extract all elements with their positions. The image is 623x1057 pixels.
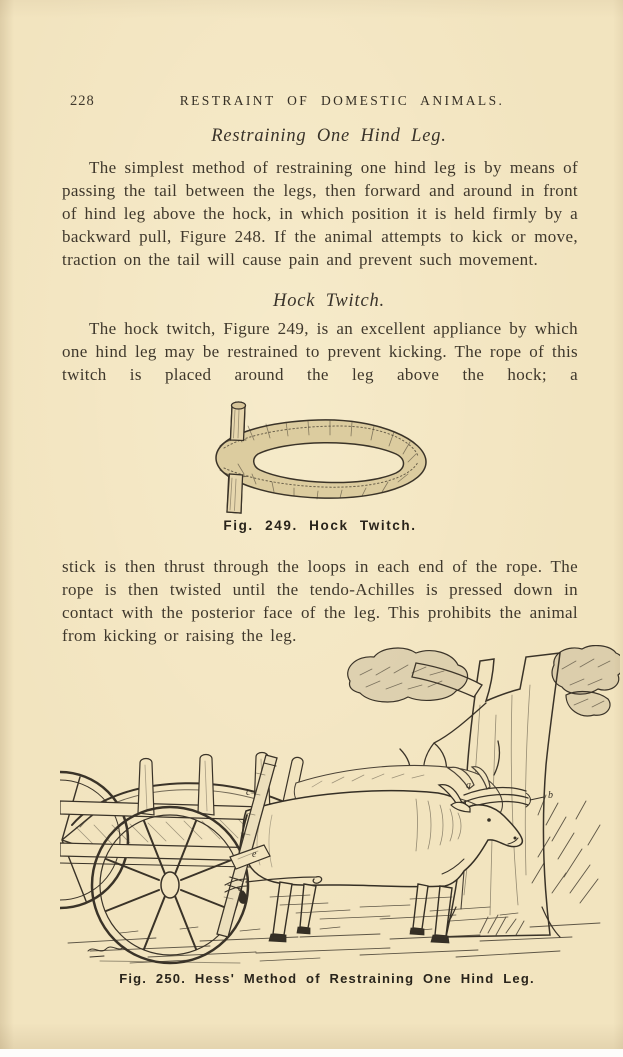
twitch-rope [216,420,426,499]
scan-edge-strip [0,1049,623,1057]
figure-label-a: a [466,780,471,791]
figure-label-b: b [548,790,553,801]
figure-label-c: c [246,787,251,798]
page-number: 228 [70,93,95,109]
figure-label-d: d [238,883,243,894]
paragraph-after-fig-249: stick is then thrust through the loops in each end of the rope. The rope is then twisted until the tendo-Achilles is pressed down in contact with the posterior face of the leg. This prohibits the animal from kicking or raising the leg. [62,557,578,645]
section-heading-hock-twitch: Hock Twitch. [273,291,385,311]
paragraph-restraining: The simplest method of restraining one hind leg is by means of passing the tail between the legs, then forward and around in front of hind leg above the hock, in which position it is held firmly by a backward pull, Figure 248. If the animal attempts to kick or move, traction on the tail will cause pain and prevent such movement. [62,158,578,269]
fig-250-illustration [60,645,620,965]
fig-250-caption: Fig. 250. Hess' Method of Restraining One Hind Leg. [119,971,535,986]
engraver-signature [88,947,124,957]
fig-249-caption: Fig. 249. Hock Twitch. [223,518,417,533]
cart-rear-wheel [60,772,128,908]
running-header: RESTRAINT OF DOMESTIC ANIMALS. [179,93,505,108]
section-heading-restraining-one-hind-leg: Restraining One Hind Leg. [211,126,447,146]
paragraph-hock-twitch: The hock twitch, Figure 249, is an excellent appliance by which one hind leg may be restrained to prevent kicking. The rope of this twitch is placed around the leg above the hock; a [62,319,578,384]
figure-label-e: e [252,849,257,860]
fig-249-illustration [190,396,445,518]
ox-front-eye [487,818,491,822]
